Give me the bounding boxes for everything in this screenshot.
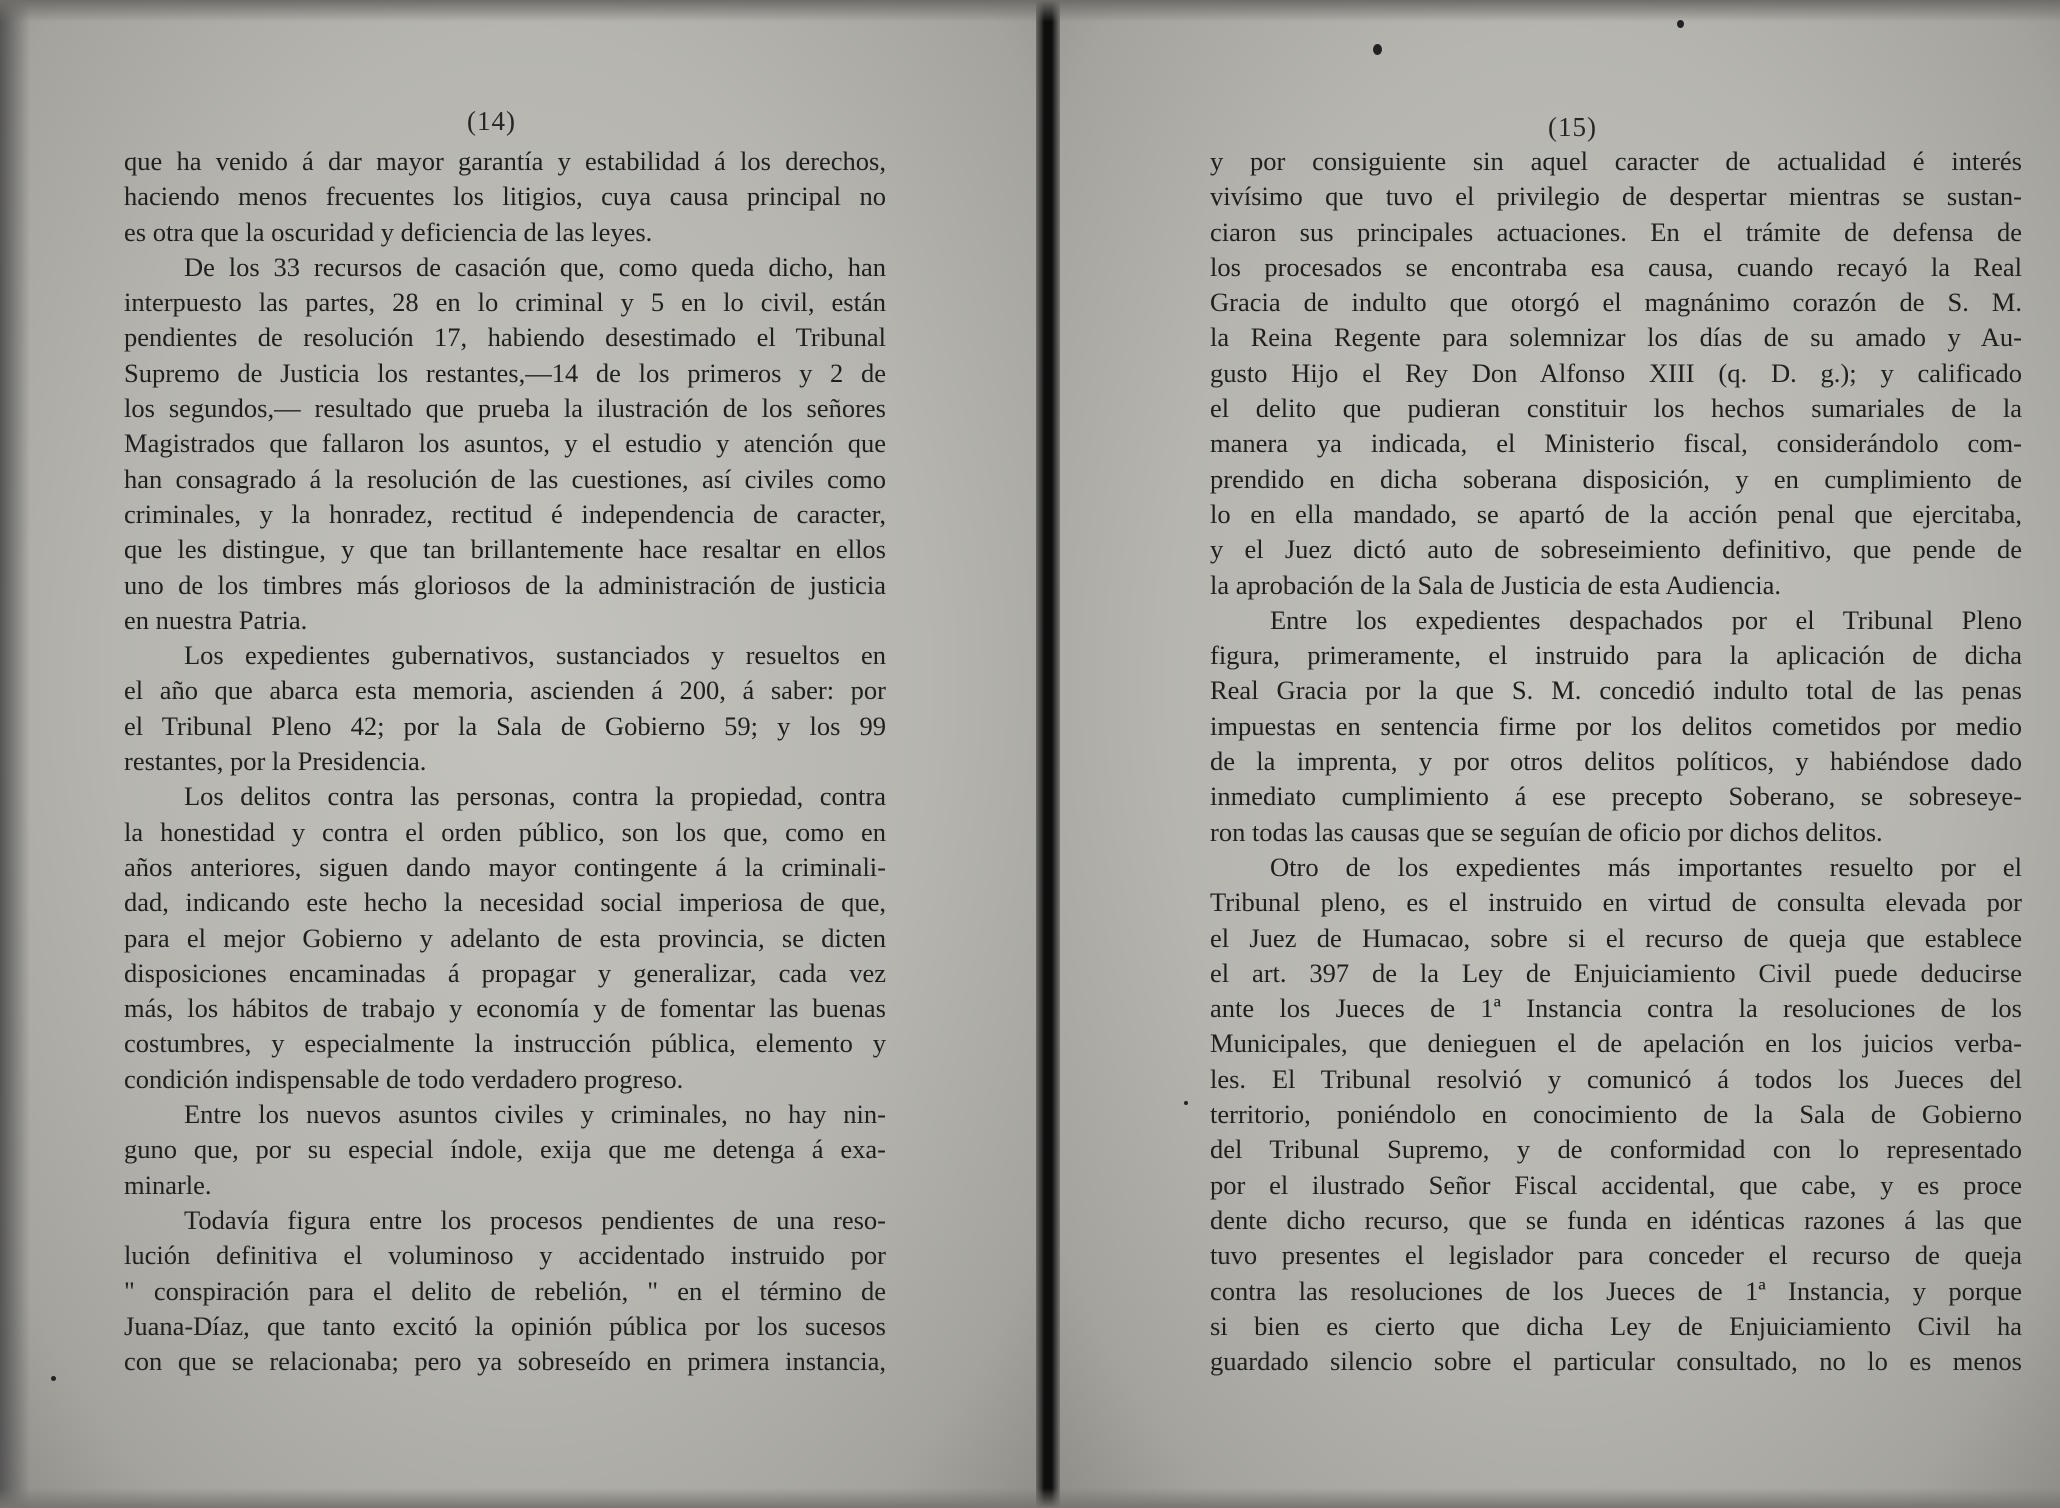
ink-speck [51,1376,56,1381]
ink-speck [1677,20,1684,28]
text-line: figura, primeramente, el instruido para la aplicación de dicha [1210,640,2022,671]
text-line: Supremo de Justicia los restantes,—14 de los primeros y 2 de [124,357,886,388]
text-line: minarle. [124,1169,212,1200]
text-line: Magistrados que fallaron los asuntos, y el estudio y atención que [124,428,886,459]
text-line: Otro de los expedientes más importantes resuelto por el [1270,851,2022,882]
text-line: la aprobación de la Sala de Justicia de esta Audiencia. [1210,569,1782,600]
text-line: más, los hábitos de trabajo y economía y de fomentar las buenas [124,993,886,1024]
text-line: Juana-Díaz, que tanto excitó la opinión pública por los sucesos [124,1310,886,1341]
text-line: que ha venido á dar mayor garantía y estabilidad á los derechos, [124,146,886,176]
text-line: dad, indicando este hecho la necesidad social imperiosa de que, [124,887,886,918]
text-line: la Reina Regente para solemnizar los días de su amado y Au- [1210,322,2022,353]
text-line: impuestas en sentencia firme por los delitos cometidos por medio [1210,710,2022,741]
text-line: manera ya indicada, el Ministerio fiscal, considerándolo com- [1210,428,2022,459]
text-line: De los 33 recursos de casación que, como queda dicho, han [184,251,886,282]
text-line: criminales, y la honradez, rectitud é independencia de caracter, [124,498,886,529]
text-line: y por consiguiente sin aquel caracter de actualidad é interés [1210,146,2022,176]
page-number: (14) [467,106,516,136]
text-line: guardado silencio sobre el particular consultado, no lo es menos [1210,1346,2022,1377]
text-line: lución definitiva el voluminoso y accidentado instruido por [124,1240,886,1271]
text-line: restantes, por la Presidencia. [124,746,427,777]
page-edge-shadow [0,1488,2060,1508]
page-text [1210,144,2022,1379]
text-line: pendientes de resolución 17, habiendo desestimado el Tribunal [124,322,886,353]
text-line: territorio, poniéndolo en conocimiento de la Sala de Gobierno [1210,1099,2022,1130]
text-line: haciendo menos frecuentes los litigios, cuya causa principal no [124,181,886,212]
text-line: los procesados se encontraba esa causa, cuando recayó la Real [1210,251,2022,282]
text-line: condición indispensable de todo verdadero progreso. [124,1063,684,1094]
page-edge-shadow [0,0,2060,22]
text-line: los segundos,— resultado que prueba la ilustración de los señores [124,393,886,424]
text-line: Los expedientes gubernativos, sustanciados y resueltos en [184,640,886,671]
text-line: interpuesto las partes, 28 en lo criminal y 5 en lo civil, están [124,287,886,318]
text-line: y el Juez dictó auto de sobreseimiento definitivo, que pende de [1210,534,2022,565]
text-line: en nuestra Patria. [124,604,308,635]
text-line: años anteriores, siguen dando mayor contingente á la criminali- [124,851,886,882]
ink-speck [1373,44,1382,55]
text-line: vivísimo que tuvo el privilegio de despertar mientras se sustan- [1210,181,2022,212]
text-line: el año que abarca esta memoria, ascienden á 200, á saber: por [124,675,886,706]
text-line: con que se relacionaba; pero ya sobreseído en primera instancia, [124,1346,886,1377]
text-line: Tribunal pleno, es el instruido en virtud de consulta elevada por [1210,887,2022,918]
text-line: ron todas las causas que se seguían de oficio por dichos delitos. [1210,816,1883,847]
text-line: lo en ella mandado, se apartó de la acción penal que ejercitaba, [1210,498,2022,529]
text-line: Gracia de indulto que otorgó el magnánimo corazón de S. M. [1210,287,2022,318]
text-line: Entre los nuevos asuntos civiles y criminales, no hay nin- [184,1099,886,1130]
right-page [1058,0,2060,1508]
text-line: han consagrado á la resolución de las cuestiones, así civiles como [124,463,886,494]
text-line: guno que, por su especial índole, exija que me detenga á exa- [124,1134,886,1165]
text-line: inmediato cumplimiento á ese precepto Soberano, se sobreseye- [1210,781,2022,812]
text-line: ciaron sus principales actuaciones. En el trámite de defensa de [1210,216,2022,247]
text-line: el delito que pudieran constituir los hechos sumariales de la [1210,393,2022,424]
text-line: Municipales, que denieguen el de apelación en los juicios verba- [1210,1028,2022,1059]
ink-speck [1184,1101,1188,1105]
text-line: costumbres, y especialmente la instrucción pública, elemento y [124,1028,886,1059]
text-line: gusto Hijo el Rey Don Alfonso XIII (q. D. g.); y calificado [1210,357,2022,388]
text-line: tuvo presentes el legislador para conceder el recurso de queja [1210,1240,2022,1271]
text-line: la honestidad y contra el orden público, son los que, como en [124,816,886,847]
text-line: que les distingue, y que tan brillantemente hace resaltar en ellos [124,534,886,565]
text-line: Entre los expedientes despachados por el Tribunal Pleno [1270,604,2022,635]
page-number: (15) [1548,112,1597,142]
text-line: por el ilustrado Señor Fiscal accidental, que cabe, y es proce [1210,1169,2022,1200]
text-line: si bien es cierto que dicha Ley de Enjuiciamiento Civil ha [1210,1310,2022,1341]
page-text [124,144,886,1379]
text-line: es otra que la oscuridad y deficiencia de las leyes. [124,216,653,247]
text-line: el Tribunal Pleno 42; por la Sala de Gobierno 59; y los 99 [124,710,886,741]
text-line: " conspiración para el delito de rebelión, " en el término de [124,1275,886,1306]
text-line: Los delitos contra las personas, contra la propiedad, contra [184,781,886,812]
text-line: el Juez de Humacao, sobre si el recurso de queja que establece [1210,922,2022,953]
text-line: uno de los timbres más gloriosos de la administración de justicia [124,569,886,600]
text-line: dente dicho recurso, que se funda en idénticas razones á las que [1210,1204,2022,1235]
text-line: prendido en dicha soberana disposición, y en cumplimiento de [1210,463,2022,494]
text-line: disposiciones encaminadas á propagar y generalizar, cada vez [124,957,886,988]
text-line: ante los Jueces de 1ª Instancia contra la resoluciones de los [1210,993,2022,1024]
text-line: de la imprenta, y por otros delitos políticos, y habiéndose dado [1210,746,2022,777]
text-line: para el mejor Gobierno y adelanto de esta provincia, se dicten [124,922,886,953]
text-line: Real Gracia por la que S. M. concedió indulto total de las penas [1210,675,2022,706]
text-line: les. El Tribunal resolvió y comunicó á todos los Jueces del [1210,1063,2022,1094]
text-line: Todavía figura entre los procesos pendientes de una reso- [184,1204,886,1235]
text-line: contra las resoluciones de los Jueces de 1ª Instancia, y porque [1210,1275,2022,1306]
text-line: del Tribunal Supremo, y de conformidad con lo representado [1210,1134,2022,1165]
page-edge-shadow [0,0,30,1508]
book-gutter [1036,0,1060,1508]
text-line: el art. 397 de la Ley de Enjuiciamiento Civil puede deducirse [1210,957,2022,988]
